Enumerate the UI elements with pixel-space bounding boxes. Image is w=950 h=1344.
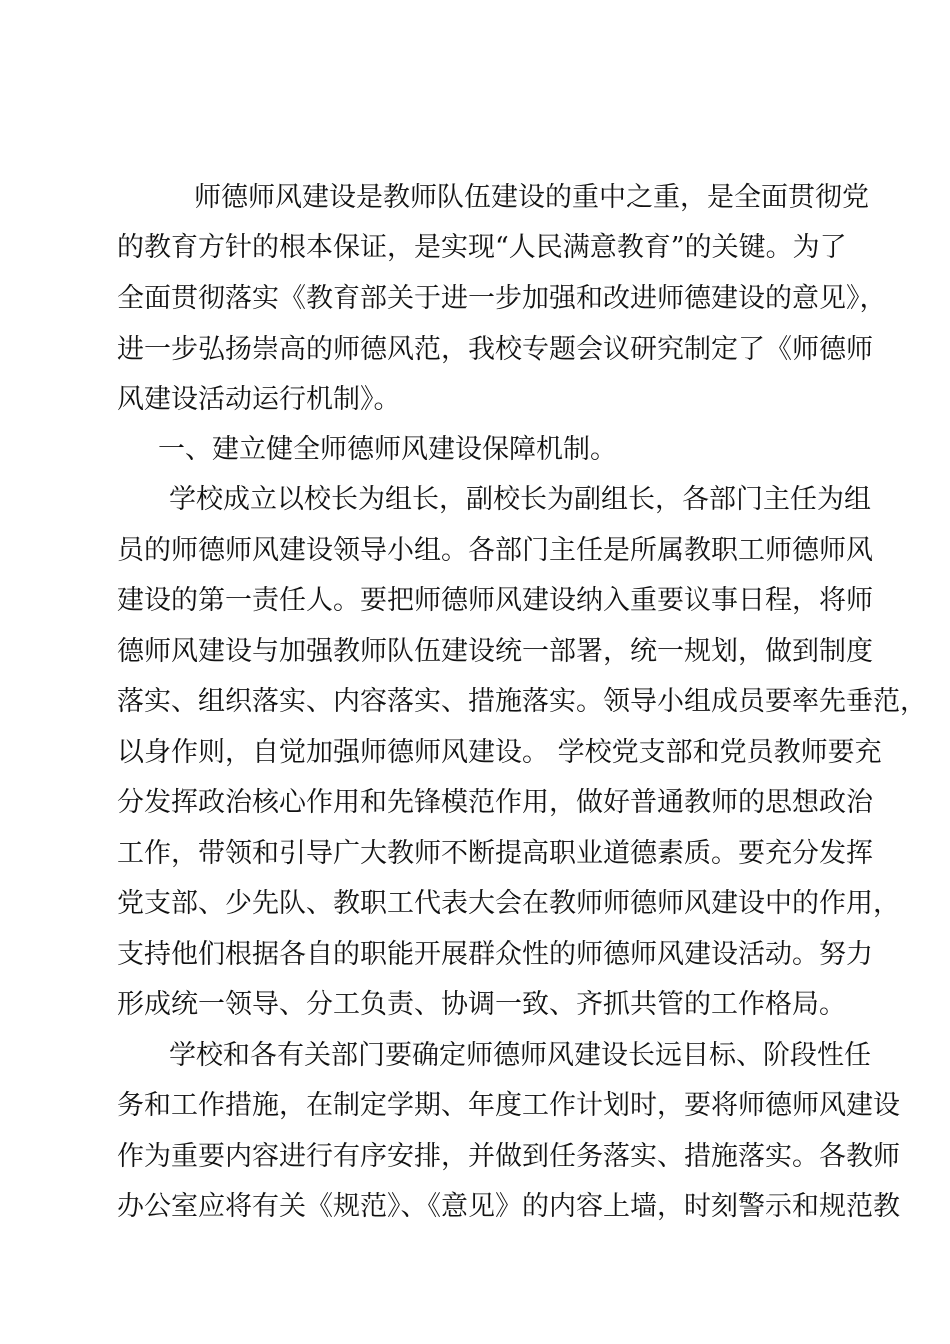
paragraph-2-line-10: 支持他们根据各自的职能开展群众性的师德师风建设活动。努力 bbox=[117, 939, 873, 970]
paragraph-2-line-8: 工作，带领和引导广大教师不断提高职业道德素质。要充分发挥 bbox=[117, 838, 873, 869]
paragraph-1-line-1: 师德师风建设是教师队伍建设的重中之重，是全面贯彻党 bbox=[194, 182, 869, 213]
paragraph-2-line-4: 德师风建设与加强教师队伍建设统一部署，统一规划，做到制度 bbox=[117, 636, 873, 667]
paragraph-2-line-11: 形成统一领导、分工负责、协调一致、齐抓共管的工作格局。 bbox=[117, 989, 846, 1020]
paragraph-1-line-3: 全面贯彻落实《教育部关于进一步加强和改进师德建设的意见》， bbox=[117, 283, 887, 314]
paragraph-1-line-5: 风建设活动运行机制》。 bbox=[117, 384, 401, 415]
paragraph-2-line-7: 分发挥政治核心作用和先锋模范作用，做好普通教师的思想政治 bbox=[117, 787, 873, 818]
paragraph-2-line-6: 以身作则，自觉加强师德师风建设。 学校党支部和党员教师要充 bbox=[117, 737, 882, 768]
paragraph-3-line-1: 学校和各有关部门要确定师德师风建设长远目标、阶段性任 bbox=[169, 1040, 871, 1071]
paragraph-1-line-4: 进一步弘扬崇高的师德风范，我校专题会议研究制定了《师德师 bbox=[117, 334, 873, 365]
paragraph-3-line-4: 办公室应将有关《规范》、《意见》的内容上墙，时刻警示和规范教 bbox=[117, 1191, 900, 1222]
section-heading-1: 一、建立健全师德师风建设保障机制。 bbox=[158, 434, 617, 465]
paragraph-1-line-2: 的教育方针的根本保证，是实现“人民满意教育”的关键。为了 bbox=[117, 232, 847, 263]
paragraph-2-line-9: 党支部、少先队、教职工代表大会在教师师德师风建设中的作用， bbox=[117, 888, 900, 919]
paragraph-2-line-5: 落实、组织落实、内容落实、措施落实。领导小组成员要率先垂范， bbox=[117, 686, 927, 717]
paragraph-2-line-1: 学校成立以校长为组长，副校长为副组长，各部门主任为组 bbox=[169, 484, 871, 515]
paragraph-2-line-2: 员的师德师风建设领导小组。各部门主任是所属教职工师德师风 bbox=[117, 535, 873, 566]
paragraph-3-line-3: 作为重要内容进行有序安排，并做到任务落实、措施落实。各教师 bbox=[117, 1141, 900, 1172]
paragraph-3-line-2: 务和工作措施，在制定学期、年度工作计划时，要将师德师风建设 bbox=[117, 1090, 900, 1121]
paragraph-2-line-3: 建设的第一责任人。要把师德师风建设纳入重要议事日程，将师 bbox=[117, 585, 873, 616]
